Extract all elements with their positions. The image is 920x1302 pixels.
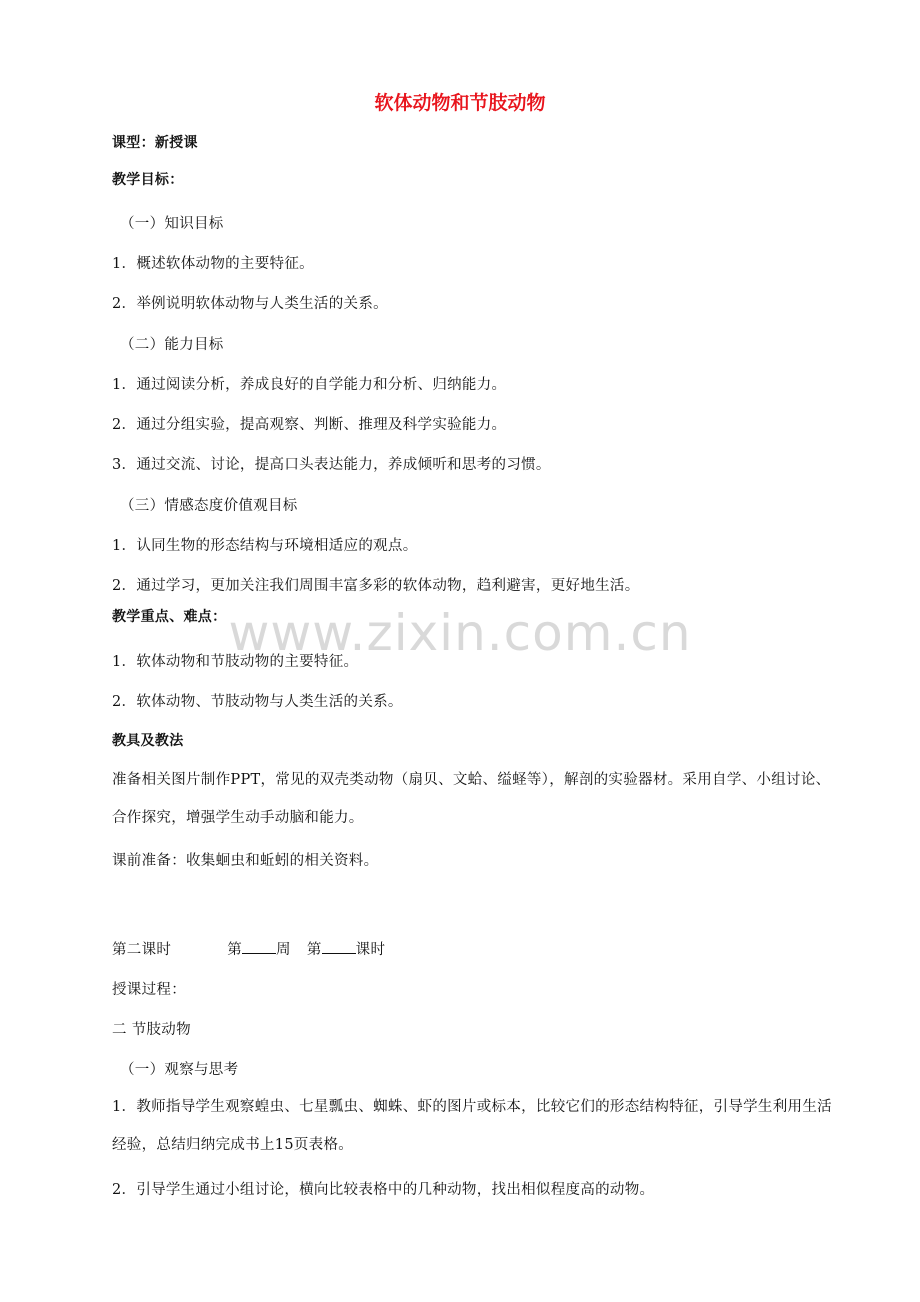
class-suffix: 课时 <box>355 942 386 958</box>
emotion-item: 2．通过学习，更加关注我们周围丰富多彩的软体动物，趋利避害，更好地生活。 <box>112 578 640 594</box>
course-type: 课型：新授课 <box>112 135 198 151</box>
watermark: www.zixin.com.cn <box>228 604 692 662</box>
class-prefix: 第 <box>306 942 322 958</box>
process-heading: 授课过程： <box>112 982 186 998</box>
ability-item: 3．通过交流、讨论，提高口头表达能力，养成倾听和思考的习惯。 <box>112 457 551 473</box>
prep-text: 课前准备：收集蛔虫和蚯蚓的相关资料。 <box>112 853 379 869</box>
lesson-period: 第二课时 <box>112 942 172 958</box>
objectives-heading: 教学目标： <box>112 172 184 188</box>
week-prefix: 第 <box>227 942 243 958</box>
document-title: 软体动物和节肢动物 <box>374 92 546 114</box>
ability-heading: （二）能力目标 <box>120 337 224 353</box>
knowledge-item: 2．举例说明软体动物与人类生活的关系。 <box>112 296 388 312</box>
key-point-item: 1．软体动物和节肢动物的主要特征。 <box>112 654 359 670</box>
emotion-item: 1．认同生物的形态结构与环境相适应的观点。 <box>112 538 418 554</box>
knowledge-item: 1．概述软体动物的主要特征。 <box>112 256 314 272</box>
ability-item: 1．通过阅读分析，养成良好的自学能力和分析、归纳能力。 <box>112 377 507 393</box>
week-blank <box>242 939 276 954</box>
emotion-heading: （三）情感态度价值观目标 <box>120 498 298 514</box>
knowledge-heading: （一）知识目标 <box>120 216 224 232</box>
ability-item: 2．通过分组实验，提高观察、判断、推理及科学实验能力。 <box>112 417 507 433</box>
step-item: 2．引导学生通过小组讨论，横向比较表格中的几种动物，找出相似程度高的动物。 <box>112 1182 655 1198</box>
tools-heading: 教具及教法 <box>112 733 184 749</box>
tools-text: 准备相关图片制作PPT，常见的双壳类动物（扇贝、文蛤、缢蛏等），解剖的实验器材。采用自学、小组讨论、合作探究，增强学生动手动脑和能力。 <box>112 772 831 826</box>
lesson-period-line <box>112 938 385 959</box>
week-suffix: 周 <box>276 942 291 958</box>
key-points-heading: 教学重点、难点： <box>112 609 227 625</box>
key-point-item: 2．软体动物、节肢动物与人类生活的关系。 <box>112 694 403 710</box>
class-blank <box>322 939 356 954</box>
subsection-heading: （一）观察与思考 <box>120 1062 239 1078</box>
section-heading: 二 节肢动物 <box>112 1022 191 1038</box>
step-item: 1．教师指导学生观察蝗虫、七星瓢虫、蜘蛛、虾的图片或标本，比较它们的形态结构特征，引导学生利用生活经验，总结归纳完成书上15页表格。 <box>112 1099 832 1153</box>
